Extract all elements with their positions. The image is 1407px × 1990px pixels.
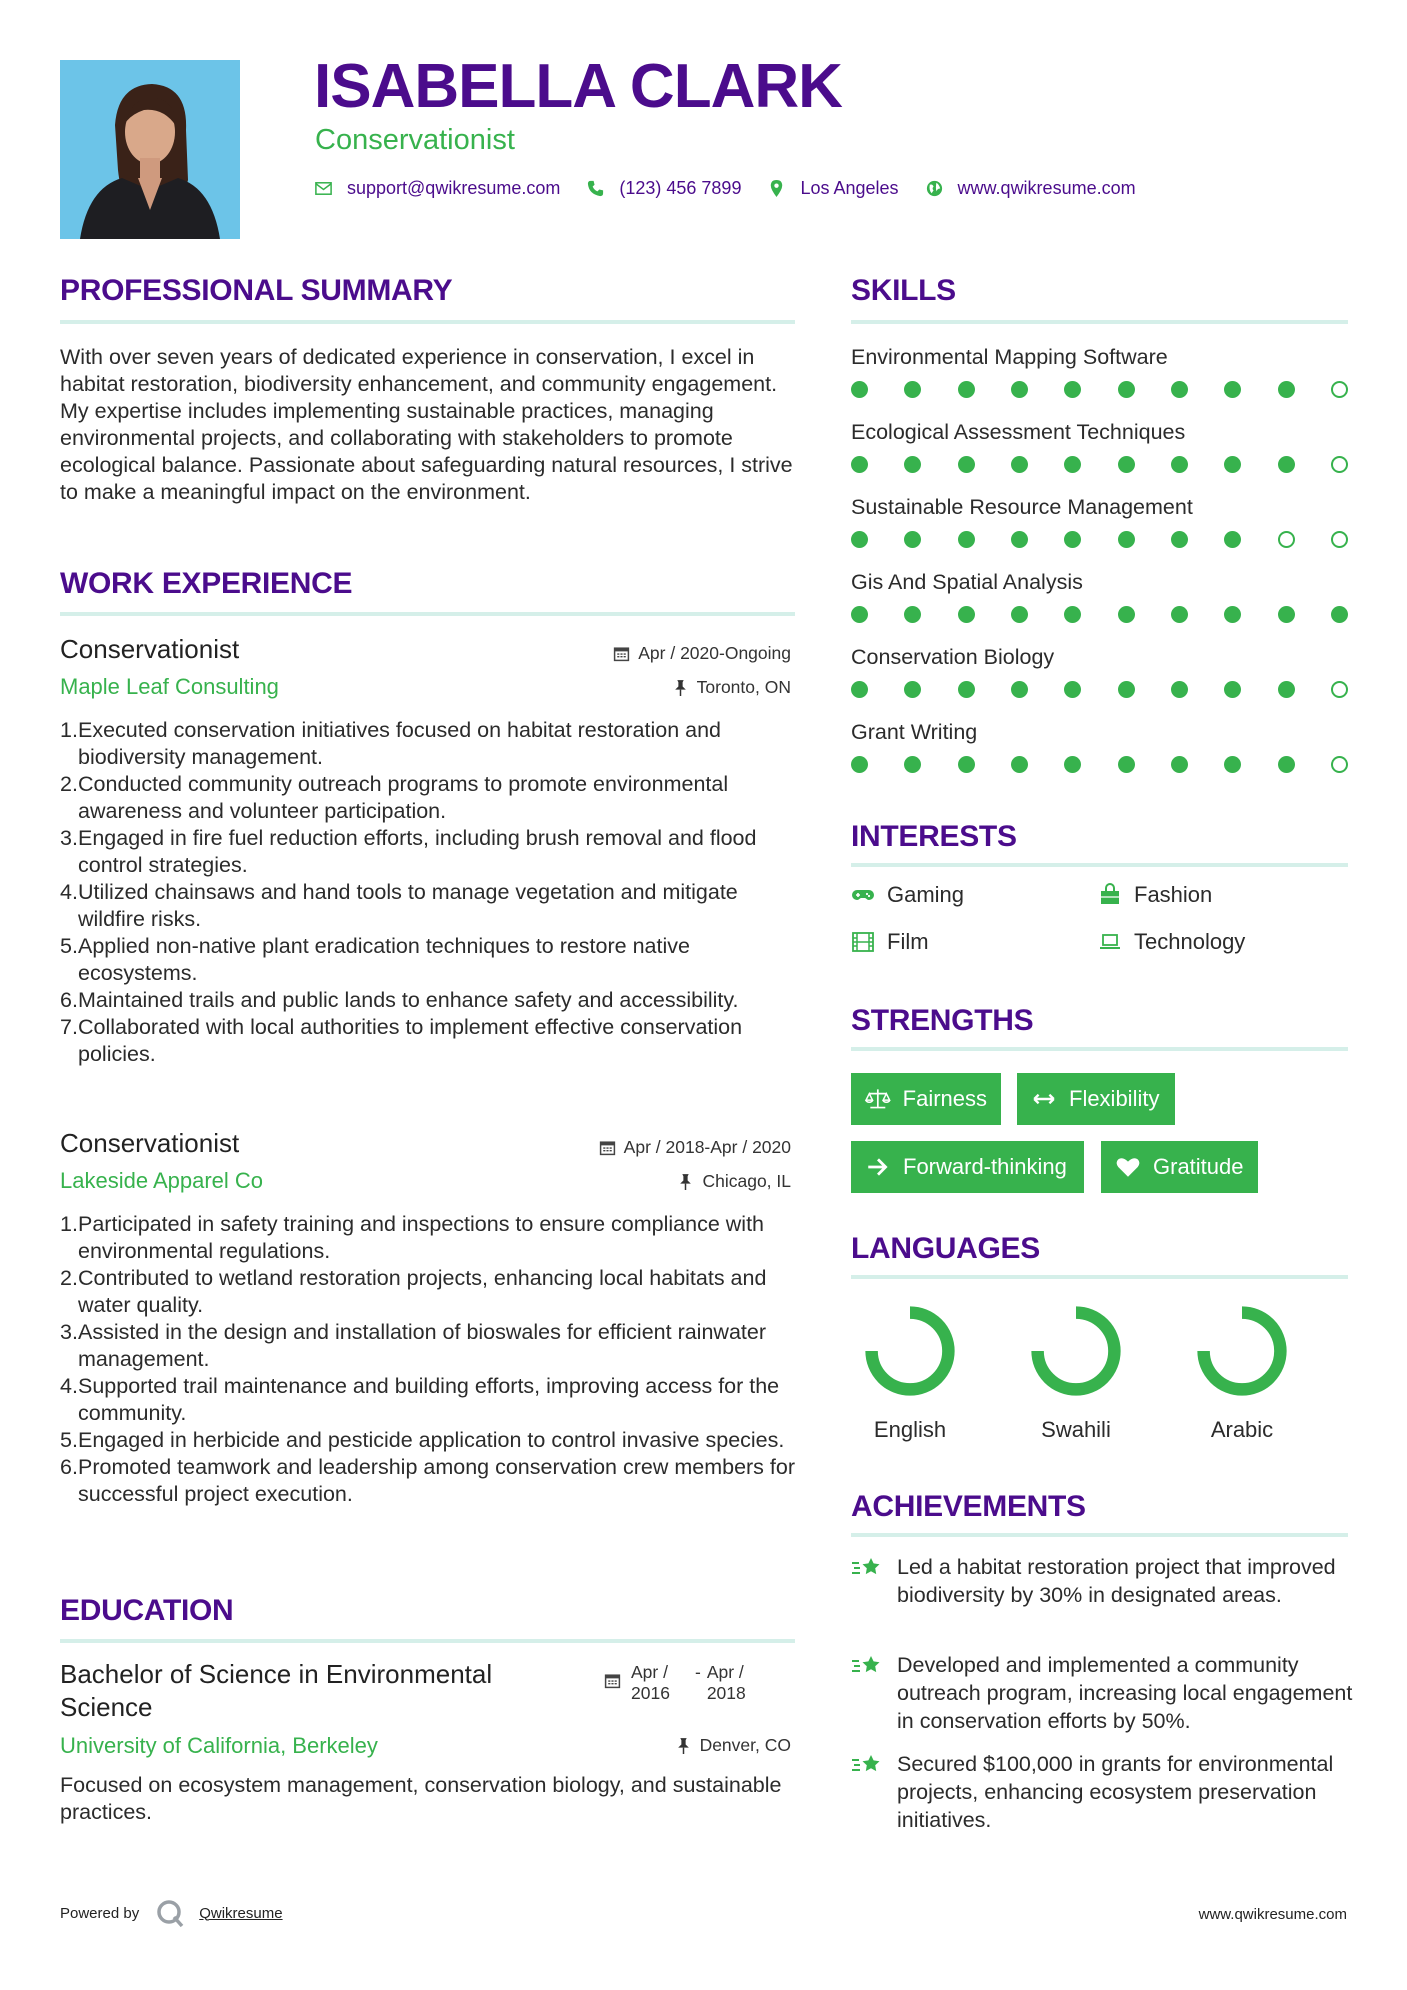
rating-dot-filled (1171, 606, 1188, 623)
rating-dot-filled (1278, 606, 1295, 623)
candidate-name: ISABELLA CLARK (314, 52, 842, 121)
interests-divider (851, 863, 1348, 867)
education-location-text: Denver, CO (699, 1735, 791, 1755)
rating-dot-filled (851, 681, 868, 698)
strength-tag (851, 1141, 1084, 1193)
rating-dot-filled (1011, 381, 1028, 398)
rating-dot-filled (1224, 681, 1241, 698)
skill-item (851, 340, 1351, 415)
job-title: Conservationist (60, 1128, 240, 1158)
summary-text: With over seven years of dedicated experience in conservation, I excel in habitat restoration, biodiversity enhancement, and community engagement. My expertise includes implementing sustainable practices, managing environmental projects, and collaborating with stakeholders to promote ecological balance. Passionate about safeguarding natural resources, I strive to make a meaningful impact on the environment. (60, 345, 793, 504)
rating-dot-filled (1118, 456, 1135, 473)
proficiency-arc (872, 1313, 949, 1390)
education-dates (604, 1662, 767, 1704)
summary-heading: PROFESSIONAL SUMMARY (60, 274, 453, 307)
brand-link[interactable]: Qwikresume (199, 1904, 283, 1922)
skill-name: Gis And Spatial Analysis (851, 570, 1083, 594)
job-dates-text: Apr / 2020-Ongoing (638, 643, 791, 663)
rating-dot-filled (1011, 681, 1028, 698)
rating-dot-empty (1331, 531, 1348, 548)
rating-dot-filled (904, 681, 921, 698)
rating-dot-filled (1011, 756, 1028, 773)
strength-label: Flexibility (1069, 1086, 1160, 1111)
skill-item (851, 490, 1351, 565)
list-item: 7. Collaborated with local authorities to implement effective conservation policies. (60, 1015, 743, 1066)
pin-icon (677, 1173, 694, 1190)
phone-text: (123) 456 7899 (619, 178, 742, 198)
rating-dot-filled (1064, 756, 1081, 773)
language-item (1011, 1303, 1141, 1443)
laptop-icon (1098, 930, 1122, 954)
rating-dot-filled (851, 531, 868, 548)
interest-item (851, 882, 964, 908)
education-divider (60, 1639, 795, 1643)
language-item (1177, 1303, 1307, 1443)
rating-dot-empty (1331, 456, 1348, 473)
education-description: Focused on ecosystem management, conservation biology, and sustainable practices. (60, 1773, 782, 1824)
achievement-text: Developed and implemented a community outreach program, increasing local engagement in conservation efforts by 50%. (897, 1653, 1353, 1733)
rating-dot-empty (1331, 681, 1348, 698)
languages-heading: LANGUAGES (851, 1232, 1040, 1265)
job-bullets (60, 1211, 800, 1508)
list-item: 1. Participated in safety training and inspections to ensure compliance with environmental regulations. (60, 1212, 764, 1263)
job-bullets (60, 717, 800, 1068)
shooting-star-icon (851, 1653, 883, 1681)
envelope-icon (314, 179, 333, 198)
rating-dot-filled (958, 456, 975, 473)
rating-dot-filled (1064, 381, 1081, 398)
interest-label: Film (887, 929, 929, 954)
list-item: 4. Utilized chainsaws and hand tools to manage vegetation and mitigate wildfire risks. (60, 880, 738, 931)
skill-name: Environmental Mapping Software (851, 345, 1168, 369)
rating-dot-filled (1171, 756, 1188, 773)
interests-heading: INTERESTS (851, 820, 1017, 853)
interest-item (1098, 882, 1212, 908)
contact-email[interactable] (314, 178, 560, 199)
skill-item (851, 640, 1351, 715)
skill-name: Ecological Assessment Techniques (851, 420, 1186, 444)
school-name: University of California, Berkeley (60, 1733, 378, 1758)
powered-by-label: Powered by (60, 1904, 140, 1922)
degree-title: Bachelor of Science in Environmental Science (60, 1659, 493, 1722)
strengths-divider (851, 1047, 1348, 1051)
job-location (672, 677, 791, 698)
rating-dot-filled (904, 756, 921, 773)
list-item: 2. Contributed to wetland restoration projects, enhancing local habitats and water quality. (60, 1266, 767, 1317)
rating-dot-filled (958, 606, 975, 623)
rating-dot-filled (1118, 381, 1135, 398)
language-proficiency-ring (862, 1303, 958, 1399)
rating-dot-filled (1224, 756, 1241, 773)
rating-dot-filled (904, 456, 921, 473)
education-heading: EDUCATION (60, 1594, 234, 1627)
rating-dot-filled (1064, 681, 1081, 698)
arrow-right-icon (865, 1154, 891, 1180)
rating-dot-empty (1331, 381, 1348, 398)
list-item: 1. Executed conservation initiatives focused on habitat restoration and biodiversity management. (60, 718, 722, 769)
list-item: 3. Engaged in fire fuel reduction efforts, including brush removal and flood control strategies. (60, 826, 757, 877)
rating-dot-filled (1064, 531, 1081, 548)
rating-dot-filled (1064, 456, 1081, 473)
globe-icon (925, 179, 944, 198)
calendar-icon (604, 1672, 621, 1689)
rating-dot-filled (1278, 681, 1295, 698)
rating-dot-filled (1224, 531, 1241, 548)
contact-bar (314, 178, 1162, 199)
list-item: 3. Assisted in the design and installation of bioswales for efficient rainwater management. (60, 1320, 766, 1371)
interest-label: Fashion (1134, 882, 1213, 907)
achievement-text: Led a habitat restoration project that improved biodiversity by 30% in designated areas. (897, 1555, 1336, 1607)
language-item (845, 1303, 975, 1443)
proficiency-arc (1038, 1313, 1115, 1390)
rating-dot-filled (1011, 531, 1028, 548)
pin-icon (675, 1737, 692, 1754)
rating-dot-filled (958, 531, 975, 548)
summary-divider (60, 320, 795, 324)
job-company: Maple Leaf Consulting (60, 674, 279, 699)
candidate-role: Conservationist (315, 124, 515, 156)
rating-dot-filled (904, 606, 921, 623)
achievement-item (851, 1750, 1361, 1834)
skill-rating (851, 456, 1348, 473)
rating-dot-filled (851, 456, 868, 473)
balance-scale-icon (865, 1086, 891, 1112)
rating-dot-filled (904, 531, 921, 548)
languages-divider (851, 1275, 1348, 1279)
achievement-item (851, 1553, 1361, 1609)
achievement-text: Secured $100,000 in grants for environmental projects, enhancing ecosystem preservation initiatives. (897, 1752, 1334, 1832)
heart-icon (1115, 1154, 1141, 1180)
rating-dot-filled (851, 606, 868, 623)
rating-dot-filled (1171, 681, 1188, 698)
achievement-item (851, 1651, 1361, 1735)
strength-label: Gratitude (1153, 1154, 1244, 1179)
rating-dot-filled (1278, 456, 1295, 473)
rating-dot-filled (1118, 756, 1135, 773)
language-proficiency-ring (1028, 1303, 1124, 1399)
shopping-bag-icon (1098, 883, 1122, 907)
gamepad-icon (851, 883, 875, 907)
language-label: Arabic (1210, 1417, 1274, 1442)
footer-url[interactable]: www.qwikresume.com (1198, 1906, 1347, 1923)
strengths-heading: STRENGTHS (851, 1004, 1034, 1037)
achievements-divider (851, 1533, 1348, 1537)
education-start: Apr / 2016 (631, 1662, 670, 1703)
rating-dot-filled (1171, 531, 1188, 548)
rating-dot-filled (1118, 606, 1135, 623)
rating-dot-filled (1224, 381, 1241, 398)
list-item: 5. Engaged in herbicide and pesticide application to control invasive species. (60, 1428, 785, 1452)
achievements-heading: ACHIEVEMENTS (851, 1490, 1086, 1523)
strength-tag (1101, 1141, 1258, 1193)
skill-name: Grant Writing (851, 720, 978, 744)
language-label: English (873, 1417, 947, 1442)
pin-icon (672, 679, 689, 696)
contact-website[interactable] (925, 178, 1136, 199)
experience-divider (60, 612, 795, 616)
skill-rating (851, 531, 1348, 548)
list-item: 2. Conducted community outreach programs to promote environmental awareness and volunteer participation. (60, 772, 729, 823)
skill-item (851, 415, 1351, 490)
profile-photo (60, 60, 240, 239)
education-end: Apr / 2018 (706, 1662, 746, 1703)
job-dates-text: Apr / 2018-Apr / 2020 (623, 1137, 791, 1157)
skill-rating (851, 606, 1348, 623)
rating-dot-filled (1224, 606, 1241, 623)
language-proficiency-ring (1194, 1303, 1290, 1399)
website-text: www.qwikresume.com (957, 178, 1136, 198)
rating-dot-filled (1278, 381, 1295, 398)
education-location (675, 1735, 791, 1756)
email-text: support@qwikresume.com (347, 178, 561, 198)
job-location (677, 1171, 791, 1192)
arrows-horizontal-icon (1031, 1086, 1057, 1112)
job-location-text: Chicago, IL (702, 1171, 791, 1191)
skill-rating (851, 381, 1348, 398)
list-item: 4. Supported trail maintenance and building efforts, improving access for the community. (60, 1374, 780, 1425)
date-separator: - (695, 1662, 701, 1682)
rating-dot-filled (1118, 681, 1135, 698)
rating-dot-empty (1331, 756, 1348, 773)
skill-item (851, 565, 1351, 640)
list-item: 6. Promoted teamwork and leadership among conservation crew members for successful project execution. (60, 1455, 795, 1506)
contact-location (767, 178, 898, 199)
list-item: 5. Applied non-native plant eradication techniques to restore native ecosystems. (60, 934, 690, 985)
map-marker-icon (767, 179, 786, 198)
rating-dot-filled (1171, 381, 1188, 398)
job-dates (613, 643, 791, 664)
shooting-star-icon (851, 1752, 883, 1780)
rating-dot-filled (958, 381, 975, 398)
strength-tag (851, 1073, 1001, 1125)
list-item: 6. Maintained trails and public lands to enhance safety and accessibility. (60, 988, 739, 1012)
rating-dot-filled (1224, 456, 1241, 473)
skill-rating (851, 681, 1348, 698)
calendar-icon (599, 1139, 616, 1156)
skills-divider (851, 320, 1348, 324)
rating-dot-filled (958, 756, 975, 773)
rating-dot-filled (1331, 606, 1348, 623)
rating-dot-filled (851, 381, 868, 398)
interest-item (851, 929, 929, 955)
rating-dot-filled (1171, 456, 1188, 473)
calendar-icon (613, 645, 630, 662)
rating-dot-filled (958, 681, 975, 698)
qwikresume-logo-icon (155, 1898, 185, 1928)
job-title: Conservationist (60, 634, 240, 664)
job-company: Lakeside Apparel Co (60, 1168, 264, 1193)
skill-item (851, 715, 1351, 790)
interest-item (1098, 929, 1245, 955)
strength-label: Forward-thinking (903, 1154, 1067, 1179)
contact-phone[interactable] (586, 178, 741, 199)
language-label: Swahili (1041, 1417, 1111, 1442)
strength-tag (1017, 1073, 1175, 1125)
strength-label: Fairness (902, 1086, 987, 1111)
interest-label: Technology (1134, 929, 1246, 954)
job-location-text: Toronto, ON (696, 677, 791, 697)
interest-label: Gaming (887, 882, 965, 907)
rating-dot-empty (1278, 531, 1295, 548)
footer-powered-by (60, 1898, 283, 1928)
rating-dot-filled (1064, 606, 1081, 623)
rating-dot-filled (851, 756, 868, 773)
job-dates (599, 1137, 791, 1158)
experience-heading: WORK EXPERIENCE (60, 567, 353, 600)
rating-dot-filled (1118, 531, 1135, 548)
rating-dot-filled (1278, 756, 1295, 773)
skill-rating (851, 756, 1348, 773)
film-icon (851, 930, 875, 954)
rating-dot-filled (904, 381, 921, 398)
skills-list (851, 340, 1351, 790)
skill-name: Sustainable Resource Management (851, 495, 1193, 519)
rating-dot-filled (1011, 456, 1028, 473)
proficiency-arc (1204, 1313, 1281, 1390)
phone-icon (586, 179, 605, 198)
shooting-star-icon (851, 1555, 883, 1583)
skill-name: Conservation Biology (851, 645, 1055, 669)
skills-heading: SKILLS (851, 274, 956, 307)
rating-dot-filled (1011, 606, 1028, 623)
location-text: Los Angeles (800, 178, 899, 198)
